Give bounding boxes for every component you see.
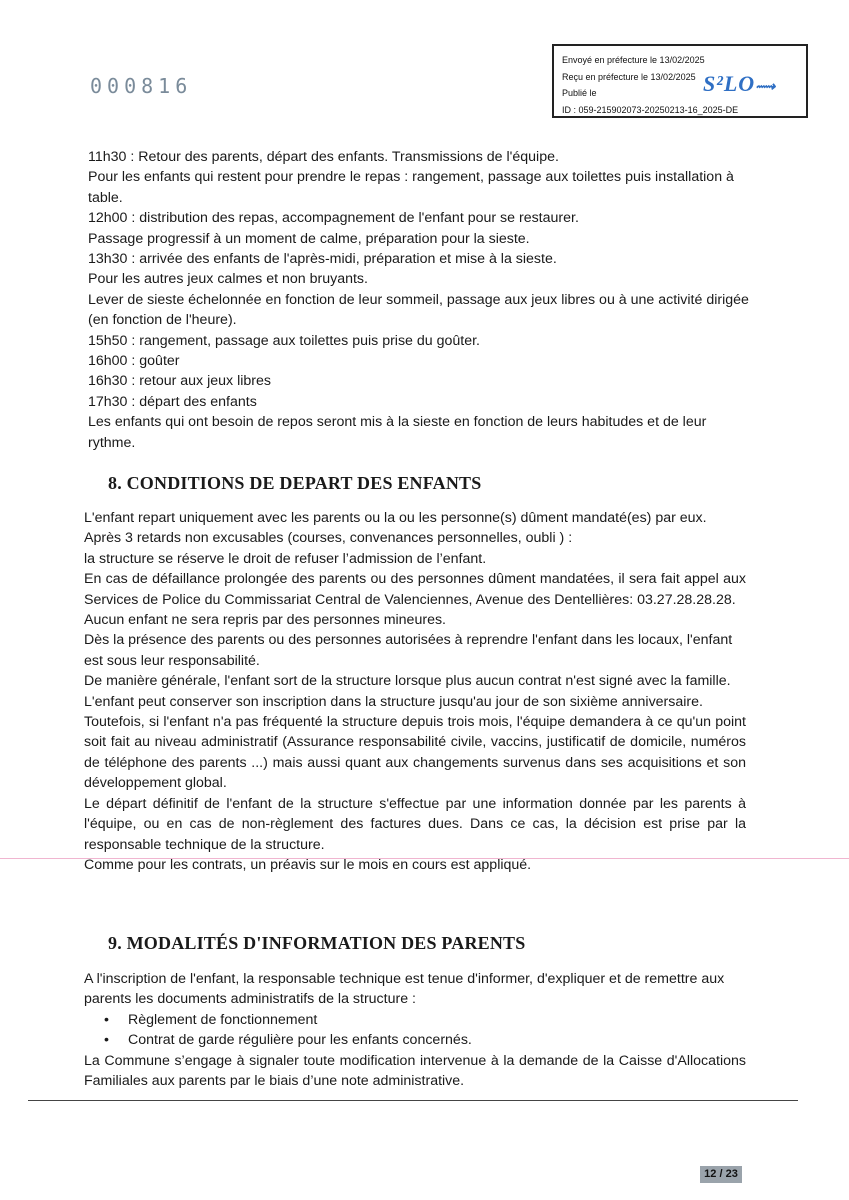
schedule-line: 13h30 : arrivée des enfants de l'après-midi, préparation et mise à la sieste. [88, 251, 557, 268]
schedule-line: 16h00 : goûter [88, 353, 180, 370]
stamp-line-published: Publié le [562, 88, 597, 98]
list-item [84, 1030, 746, 1050]
paragraph: La Commune s’engage à signaler toute modification intervenue à la demande de la Caisse d'Allocations Familiales aux parents par le biais d’une note administrative. [84, 1052, 746, 1090]
section-9-body [84, 969, 746, 1091]
schedule-line: Pour les autres jeux calmes et non bruyants. [88, 271, 368, 288]
paragraph: Après 3 retards non excusables (courses, convenances personnelles, oubli ) : [84, 530, 573, 547]
section-8-body [84, 508, 746, 875]
bullet-icon: • [104, 1011, 109, 1028]
paragraph: L'enfant repart uniquement avec les parents ou la ou les personne(s) dûment mandaté(es) par eux. [84, 510, 707, 526]
daily-schedule [88, 147, 750, 453]
s2lo-logo [703, 71, 776, 97]
registry-stamp-number: 000816 [90, 74, 193, 98]
section-9-heading: 9. MODALITÉS D'INFORMATION DES PARENTS [108, 933, 526, 953]
schedule-line: 16h30 : retour aux jeux libres [88, 373, 271, 390]
paragraph: De manière générale, l'enfant sort de la structure lorsque plus aucun contrat n'est signé avec la famille. [84, 673, 731, 690]
stamp-line-received: Reçu en préfecture le 13/02/2025 [562, 71, 696, 82]
paragraph: En cas de défaillance prolongée des parents ou des personnes dûment mandatées, il sera fait appel aux Services de Police du Commissariat Central de Valenciennes, Avenue des Dentellières: 03.27.28.28.28. [84, 571, 746, 608]
paragraph: A l'inscription de l'enfant, la responsable technique est tenue d'informer, d'expliquer et de remettre aux parents les documents administratifs de la structure : [84, 971, 725, 1008]
logo-text: S²LO [703, 71, 756, 96]
document-list [84, 1010, 746, 1051]
list-item-label: Règlement de fonctionnement [128, 1011, 318, 1028]
schedule-line: Les enfants qui ont besoin de repos seront mis à la sieste en fonction de leurs habitudes et de leur rythme. [88, 414, 707, 451]
paragraph: Toutefois, si l'enfant n'a pas fréquenté la structure depuis trois mois, l'équipe demandera à ce qu'un point soit fait au niveau administratif (Assurance responsabilité civile, vaccins, justificatif de domicile, numéros de téléphone des parents ...) mais aussi quant aux changements survenus dans ses acquisitions et son développement global. [84, 714, 746, 792]
paragraph: Comme pour les contrats, un préavis sur le mois en cours est appliqué. [84, 856, 532, 873]
list-item-label: Contrat de garde régulière pour les enfants concernés. [128, 1032, 472, 1049]
list-item [84, 1010, 746, 1030]
schedule-line: Passage progressif à un moment de calme, préparation pour la sieste. [88, 230, 530, 247]
schedule-line: Pour les enfants qui restent pour prendre le repas : rangement, passage aux toilettes puis installation à table. [88, 169, 734, 206]
footer-divider [28, 1100, 798, 1101]
scan-artifact-line [0, 858, 849, 859]
schedule-line: Lever de sieste échelonnée en fonction de leur sommeil, passage aux jeux libres ou à une activité dirigée (en fonction de l'heure). [88, 291, 749, 329]
schedule-line: 12h00 : distribution des repas, accompagnement de l'enfant pour se restaurer. [88, 210, 579, 227]
paragraph: Dès la présence des parents ou des personnes autorisées à reprendre l'enfant dans les locaux, l'enfant est sous leur responsabilité. [84, 632, 733, 669]
schedule-line: 15h50 : rangement, passage aux toilettes puis prise du goûter. [88, 332, 480, 349]
stamp-line-sent: Envoyé en préfecture le 13/02/2025 [562, 55, 705, 65]
paragraph: L'enfant peut conserver son inscription dans la structure jusqu'au jour de son sixième anniversaire. [84, 693, 703, 710]
paragraph: Aucun enfant ne sera repris par des personnes mineures. [84, 612, 446, 629]
logo-swoosh-icon: ⟿ [755, 80, 777, 95]
paragraph: Le départ définitif de l'enfant de la structure s'effectue par une information donnée par les parents à l'équipe, ou en cas de non-règlement des factures dues. Dans ce cas, la décision est prise par la responsable technique de la structure. [84, 795, 746, 853]
section-8-heading: 8. CONDITIONS DE DEPART DES ENFANTS [108, 473, 482, 493]
schedule-line: 11h30 : Retour des parents, départ des enfants. Transmissions de l'équipe. [88, 149, 559, 165]
schedule-line: 17h30 : départ des enfants [88, 393, 257, 410]
stamp-line-id: ID : 059-215902073-20250213-16_2025-DE [562, 104, 739, 115]
bullet-icon: • [104, 1032, 109, 1049]
page-number: 12 / 23 [700, 1166, 742, 1183]
paragraph: la structure se réserve le droit de refuser l’admission de l’enfant. [84, 550, 487, 567]
